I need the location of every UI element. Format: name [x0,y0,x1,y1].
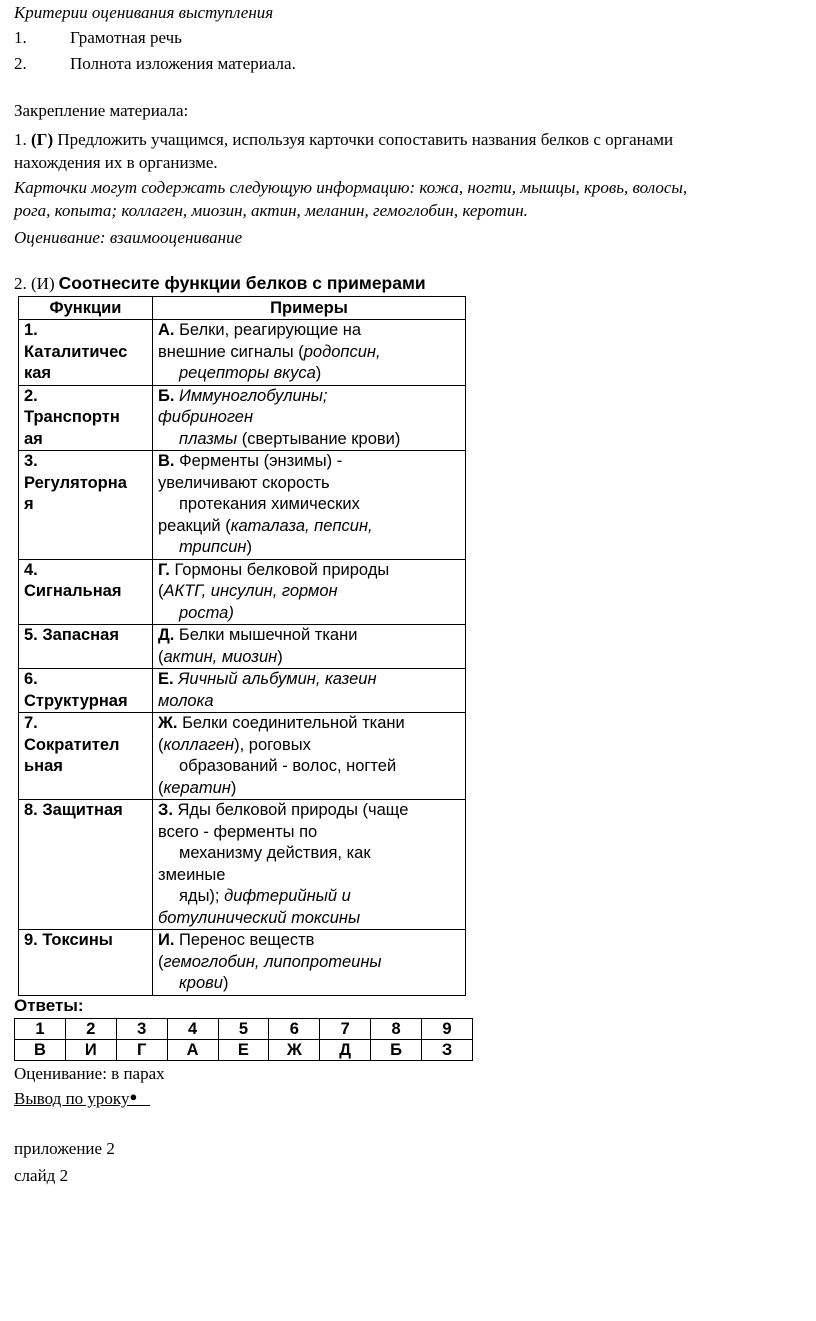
example-text: (свертывание крови) [237,429,401,448]
example-text: роста) [179,603,234,622]
table-row [19,451,466,560]
function-cell [19,930,153,996]
example-text: Ферменты (энзимы) - [174,452,343,470]
conclusion-text: Вывод по уроку [14,1089,130,1108]
example-text: Гормоны белковой природы [169,560,390,579]
answer-letter-cell: А [167,1040,218,1061]
functions-table [18,296,466,996]
function-cell [19,320,153,386]
function-name-line: 2. [24,386,38,405]
example-text: всего - ферменты по [158,822,318,841]
example-letter: Е. [158,670,174,688]
table-row [19,669,466,713]
function-name-line: 4. [24,560,38,579]
example-text: ) [315,364,322,382]
example-cell [153,559,466,625]
function-cell [19,625,153,669]
answer-letter-cell: Д [320,1040,371,1061]
cards-text-cont: рога, копыта; коллаген, миозин, актин, меланин, гемоглобин, керотин. [14,201,528,220]
bullet-icon: ● [129,1089,138,1104]
example-text: кератин [163,778,231,797]
example-text: ( [158,647,164,666]
example-text: Иммуноглобулины; [174,386,328,405]
example-text: ( [158,952,164,971]
function-cell [19,385,153,451]
example-text: увеличивают скорость [158,473,330,492]
example-text: АКТГ, инсулин, гормон [163,582,338,600]
function-name-line: ая [24,429,43,448]
table-row [15,1019,473,1040]
example-cell [153,713,466,800]
function-name-line: 6. [24,670,38,688]
function-cell [19,800,153,930]
example-letter: З. [158,801,173,819]
example-text: рецепторы вкуса [179,364,316,382]
column-header: Примеры [153,297,466,320]
section-heading: Закрепление материала: [14,101,189,120]
cards-text: Карточки могут содержать следующую информацию: кожа, ногти, мышцы, кровь, волосы, [14,178,688,197]
example-text: Перенос веществ [174,931,315,949]
example-text: механизму действия, как [179,844,371,862]
pair-assessment: Оценивание: в парах [14,1064,165,1083]
table-row [15,1040,473,1061]
table-row [19,320,466,386]
example-text: протекания химических [179,495,360,513]
example-text: ) [246,538,252,556]
answer-letter-cell: И [65,1040,116,1061]
example-letter: Г. [158,560,170,579]
answer-letter-cell: Ж [269,1040,320,1061]
answer-letter-cell: Е [218,1040,269,1061]
example-text: плазмы [179,429,238,448]
example-cell [153,930,466,996]
example-letter: Б. [158,386,175,405]
example-text: ( [158,582,164,600]
function-name-line: 5. Запасная [24,626,119,644]
answer-number-cell: 6 [269,1019,320,1040]
example-text: ботулинический токсины [158,908,361,927]
list-text: Полнота изложения материала. [70,54,296,73]
task-text: Предложить учащимся, используя карточки сопоставить названия белков с органами [57,130,674,149]
example-text: Белки мышечной ткани [174,626,358,644]
list-number: 2. [14,54,27,73]
table-row [19,559,466,625]
example-text: Белки соединительной ткани [177,714,405,732]
function-name-line: Регуляторна [24,473,127,492]
criteria-title: Критерии оценивания выступления [14,3,274,22]
example-cell [153,385,466,451]
answer-letter-cell: В [15,1040,66,1061]
example-text: ) [277,647,283,666]
example-text: крови [179,974,223,992]
task-number: 2. (И) [14,274,55,293]
list-number: 1. [14,28,27,47]
answer-number-cell: 9 [422,1019,473,1040]
task-1 [14,130,804,150]
answer-number-cell: 5 [218,1019,269,1040]
function-name-line: ьная [24,757,63,775]
example-text: реакций ( [158,516,231,535]
table-header-row [19,297,466,320]
answer-number-cell: 1 [15,1019,66,1040]
answer-number-cell: 3 [116,1019,167,1040]
answer-letter-cell: Г [116,1040,167,1061]
conclusion-link [14,1089,150,1109]
example-letter: Д. [158,626,175,644]
answer-number-cell: 2 [65,1019,116,1040]
example-text: ) [222,974,229,992]
example-letter: И. [158,931,175,949]
example-letter: В. [158,452,175,470]
table-row [19,625,466,669]
example-text: родопсин, [303,342,381,361]
example-text: ( [158,778,164,797]
example-text: каталаза, пепсин, [230,516,373,535]
task-title: Соотнесите функции белков с примерами [58,273,426,293]
column-header: Функции [19,297,153,320]
function-cell [19,669,153,713]
example-text: образований - волос, ногтей [179,757,397,775]
example-text: ), роговых [234,735,311,754]
function-name-line: 1. [24,321,38,339]
slide-label: слайд 2 [14,1166,69,1185]
task-text-cont: нахождения их в организме. [14,153,218,172]
example-text: внешние сигналы ( [158,342,304,361]
function-name-line: 3. [24,452,38,470]
function-name-line: Каталитичес [24,342,128,361]
table-row [19,930,466,996]
function-cell [19,713,153,800]
list-text: Грамотная речь [70,28,182,47]
task-number: 1. [14,130,27,149]
answer-number-cell: 7 [320,1019,371,1040]
example-text: актин, миозин [163,647,278,666]
example-text: гемоглобин, липопротеины [163,952,382,971]
answers-table [14,1018,473,1061]
answer-letter-cell: З [422,1040,473,1061]
table-row [19,800,466,930]
task-tag: (Г) [31,130,54,149]
example-text: Яичный альбумин, казеин [173,670,377,688]
criteria-item [14,54,296,74]
example-text: молока [158,691,214,710]
function-name-line: 8. Защитная [24,801,123,819]
function-name-line: кая [24,364,52,382]
table-row [19,385,466,451]
example-cell [153,320,466,386]
example-letter: Ж. [158,714,178,732]
example-text: ( [158,735,164,754]
function-cell [19,559,153,625]
example-letter: А. [158,321,175,339]
example-text: змеиные [158,865,226,884]
example-text: Яды белковой природы (чаще [172,801,409,819]
function-name-line: Сократител [24,735,120,754]
criteria-item [14,28,182,48]
task-2-heading [14,273,426,294]
example-text: ) [230,778,237,797]
function-name-line: 7. [24,714,38,732]
appendix-label: приложение 2 [14,1139,115,1158]
function-name-line: 9. Токсины [24,931,113,949]
answer-number-cell: 8 [371,1019,422,1040]
example-text: дифтерийный и [224,887,351,905]
function-name-line: Структурная [24,691,128,710]
example-text: яды); [179,887,225,905]
function-name-line: Сигнальная [24,582,122,600]
task-assessment: Оценивание: взаимооценивание [14,228,243,247]
function-cell [19,451,153,560]
example-cell [153,800,466,930]
example-text: фибриноген [158,408,254,426]
function-name-line: я [24,495,34,513]
function-name-line: Транспортн [24,408,120,426]
table-row [19,713,466,800]
answer-number-cell: 4 [167,1019,218,1040]
example-text: Белки, реагирующие на [174,321,361,339]
example-text: трипсин [179,538,247,556]
answers-label: Ответы: [14,996,84,1015]
answer-letter-cell: Б [371,1040,422,1061]
example-cell [153,625,466,669]
example-cell [153,669,466,713]
example-text: коллаген [163,735,235,754]
example-cell [153,451,466,560]
